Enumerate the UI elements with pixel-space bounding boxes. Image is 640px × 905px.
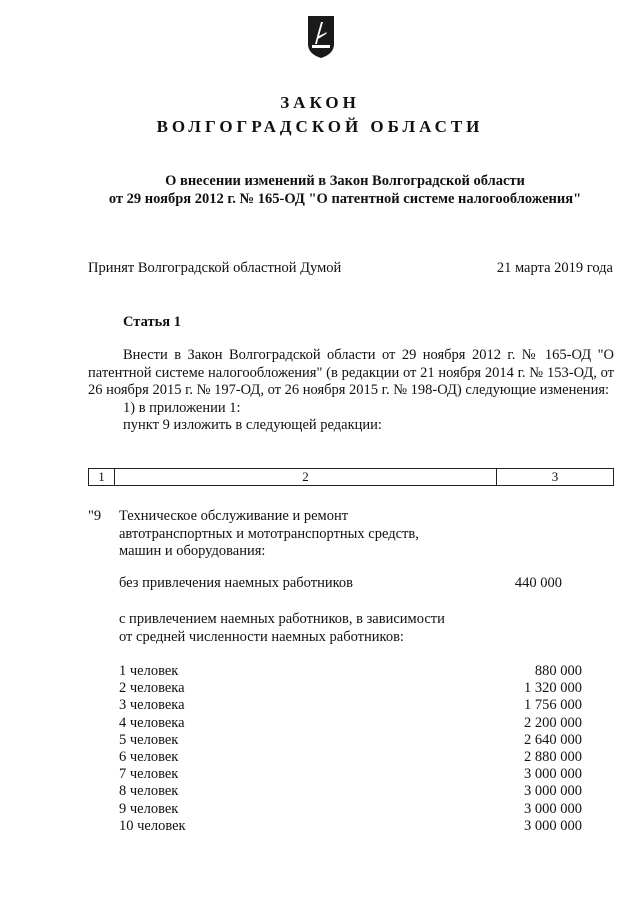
tax-value: 1 756 000: [524, 697, 582, 714]
with-employees-note: [119, 611, 479, 646]
employee-rows: [119, 663, 582, 835]
tax-value: 3 000 000: [524, 800, 582, 817]
table-header: [88, 468, 614, 486]
table-row: [119, 680, 582, 697]
table-row: [119, 818, 582, 835]
table-row: [119, 663, 582, 680]
without-employees-label: без привлечения наемных работников: [119, 575, 353, 591]
table-row: [119, 801, 582, 818]
tax-value: 2 640 000: [524, 731, 582, 748]
activity-line: Техническое обслуживание и ремонт: [119, 508, 349, 524]
employee-count: 3 человека: [119, 697, 185, 714]
table-header-col-3: 3: [551, 469, 559, 484]
table-row: [119, 783, 582, 800]
tax-value: 3 000 000: [524, 783, 582, 800]
row-number: "9: [88, 508, 102, 524]
employee-count: 4 человека: [119, 714, 185, 731]
without-employees-value: 440 000: [514, 575, 562, 591]
table-row: [119, 749, 582, 766]
tax-value: 2 880 000: [524, 748, 582, 765]
employee-count: 2 человека: [119, 680, 185, 697]
tax-value: 3 000 000: [524, 817, 582, 834]
table-row: [119, 715, 582, 732]
activity-description: [119, 508, 459, 561]
tax-value: 3 000 000: [524, 766, 582, 783]
subject-line-2: от 29 ноября 2012 г. № 165-ОД "О патентной системе налогообложения": [108, 191, 582, 207]
adoption-date: 21 марта 2019 года: [496, 260, 613, 276]
table-header-col-2: 2: [115, 469, 497, 485]
employee-count: 9 человек: [119, 800, 179, 817]
employee-count: 6 человек: [119, 748, 179, 765]
coat-of-arms-icon: [306, 14, 336, 59]
article-item-1-sub: пункт 9 изложить в следующей редакции:: [123, 417, 382, 433]
table-header-col-1: 1: [89, 469, 115, 485]
note-line: с привлечением наемных работников, в зависимости: [119, 611, 445, 627]
table-row: [119, 766, 582, 783]
tax-value: 880 000: [534, 663, 582, 679]
employee-count: 8 человек: [119, 783, 179, 800]
note-line: от средней численности наемных работников:: [119, 628, 404, 645]
activity-line: машин и оборудования:: [119, 543, 266, 559]
article-heading: Статья 1: [123, 314, 181, 330]
employee-count: 5 человек: [119, 731, 179, 748]
employee-count: 7 человек: [119, 766, 179, 783]
employee-count: 1 человек: [119, 663, 179, 679]
region-title: ВОЛГОГРАДСКОЙ ОБЛАСТИ: [156, 117, 484, 136]
tax-value: 1 320 000: [524, 680, 582, 697]
article-item-1: 1) в приложении 1:: [123, 399, 241, 416]
article-body: [88, 347, 614, 435]
law-title: ЗАКОН: [280, 93, 360, 112]
adopted-by: Принят Волгоградской областной Думой: [88, 260, 342, 276]
subject-line-1: О внесении изменений в Закон Волгоградской области: [165, 173, 525, 189]
table-row: [119, 732, 582, 749]
employee-count: 10 человек: [119, 817, 186, 834]
tax-value: 2 200 000: [524, 714, 582, 731]
article-paragraph: Внести в Закон Волгоградской области от 29 ноября 2012 г. № 165-ОД "О патентной системе налогообложения" (в редакции от 21 ноября 2014 г. № 153-ОД, от 26 ноября 2015 г. № 197-ОД, от 26 ноября 2015 г. № 198-ОД) следующие изменения:: [88, 347, 614, 398]
table-row: [119, 697, 582, 714]
activity-line: автотранспортных и мототранспортных средств,: [119, 525, 419, 542]
